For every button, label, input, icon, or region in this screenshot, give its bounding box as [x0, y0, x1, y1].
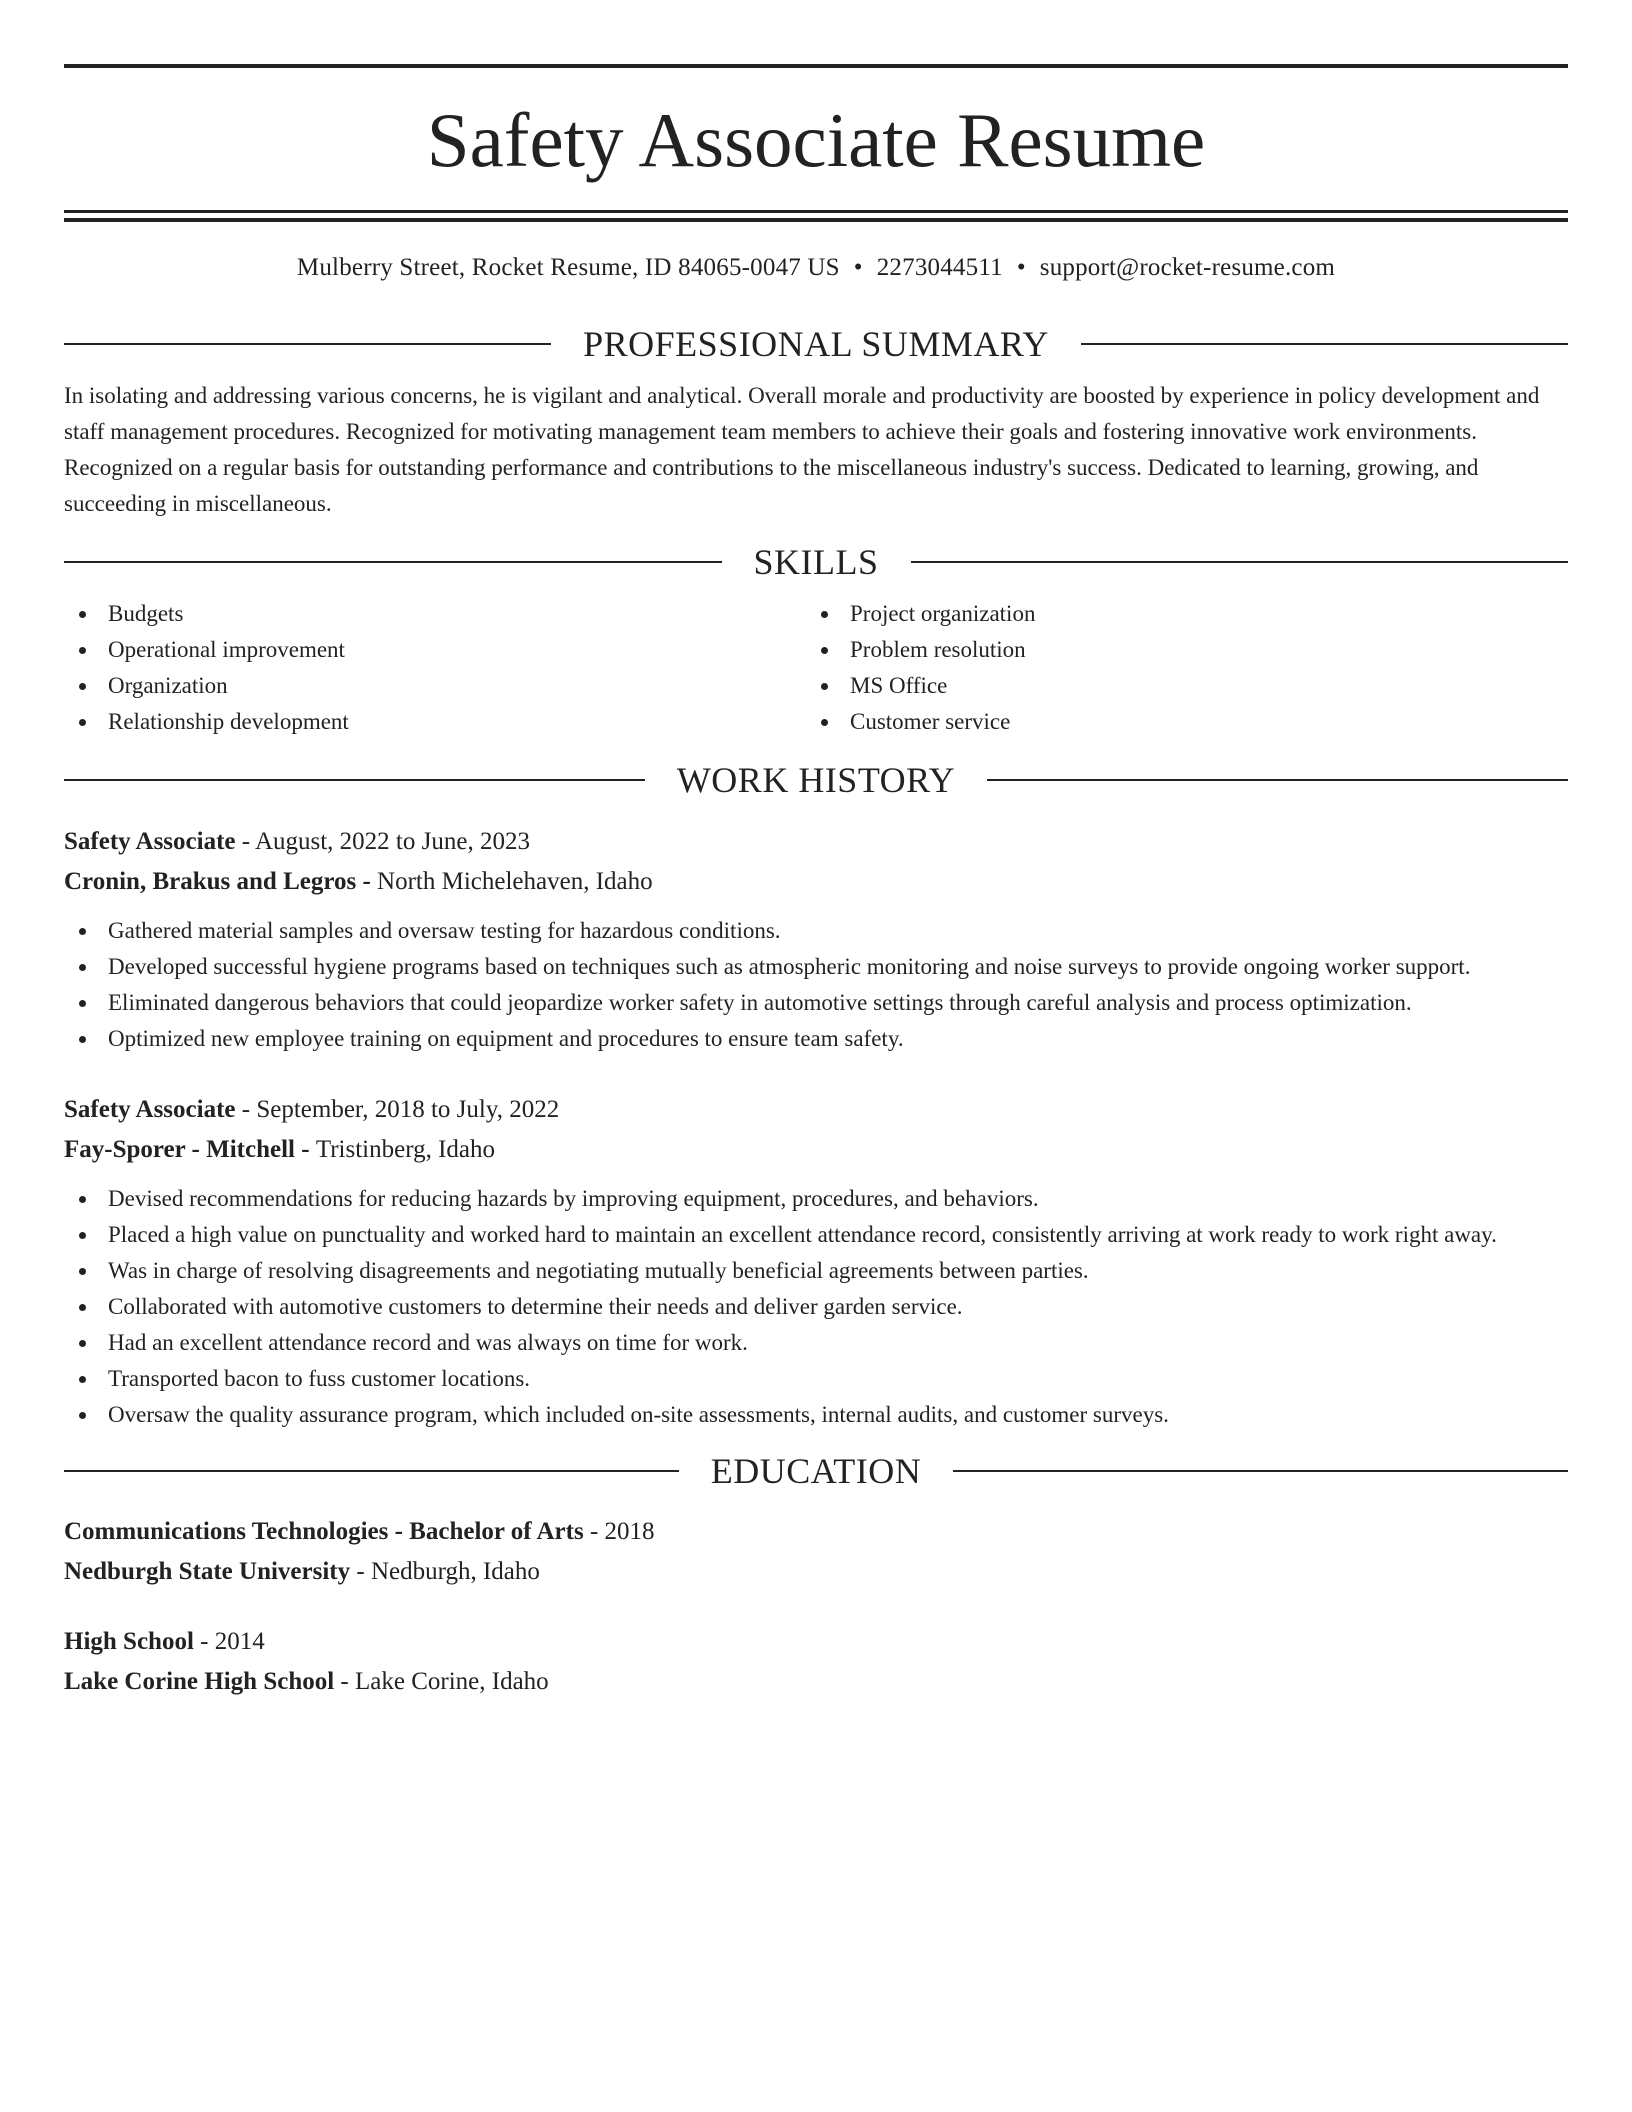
- dash: -: [235, 1096, 257, 1123]
- dash: -: [334, 1668, 355, 1695]
- job-dates: September, 2018 to July, 2022: [256, 1096, 560, 1123]
- job-title: Safety Associate: [64, 828, 236, 855]
- education-degree: High School: [64, 1628, 194, 1655]
- job-location: North Michelehaven, Idaho: [377, 868, 653, 895]
- heading-rule-left: [64, 779, 645, 781]
- skill-item: MS Office: [806, 668, 1548, 704]
- dash: -: [583, 1518, 605, 1545]
- contact-address: Mulberry Street, Rocket Resume, ID 84065-0047 US: [296, 254, 840, 281]
- education-year: 2014: [214, 1628, 265, 1655]
- job-company: Fay-Sporer - Mitchell: [64, 1136, 295, 1163]
- education-year: 2018: [604, 1518, 655, 1545]
- summary-text: In isolating and addressing various concerns, he is vigilant and analytical. Overall morale and productivity are boosted by experience in policy development and staff management procedures. Recognized for motivating management team members to achieve their goals and fostering innovative work environments. Recognized on a regular basis for outstanding performance and contributions to the miscellaneous industry's success. Dedicated to learning, growing, and succeeding in miscellaneous.: [64, 383, 1540, 516]
- education-degree: Communications Technologies - Bachelor of Arts: [64, 1518, 584, 1545]
- heading-rule-right: [987, 779, 1568, 781]
- education-degree-line: [64, 1512, 1568, 1552]
- heading-rule-right: [1081, 343, 1568, 345]
- title-double-rule: [64, 210, 1568, 222]
- education-entry: [64, 1512, 1568, 1592]
- job-bullet: Developed successful hygiene programs based on techniques such as atmospheric monitoring and noise surveys to provide ongoing worker support.: [64, 949, 1568, 985]
- job-bullet: Eliminated dangerous behaviors that could jeopardize worker safety in automotive settings through careful analysis and process optimization.: [64, 985, 1568, 1021]
- dash: -: [350, 1558, 371, 1585]
- contact-phone: 2273044511: [876, 254, 1003, 281]
- job-bullet: Was in charge of resolving disagreements and negotiating mutually beneficial agreements between parties.: [64, 1253, 1568, 1289]
- contact-separator: •: [853, 254, 863, 281]
- education-heading-label: EDUCATION: [710, 1451, 922, 1491]
- dash: -: [235, 828, 255, 855]
- job-bullets: [64, 913, 1568, 1057]
- education-location: Lake Corine, Idaho: [355, 1668, 549, 1695]
- education-school-line: [64, 1552, 1568, 1592]
- education-school: Lake Corine High School: [64, 1668, 335, 1695]
- job-bullet: Gathered material samples and oversaw testing for hazardous conditions.: [64, 913, 1568, 949]
- education-school: Nedburgh State University: [64, 1558, 351, 1585]
- skills-list-right: [806, 596, 1548, 740]
- job-bullet: Collaborated with automotive customers to determine their needs and deliver garden service.: [64, 1289, 1568, 1325]
- skill-item: Project organization: [806, 596, 1548, 632]
- dash: -: [356, 868, 378, 895]
- job-bullet: Devised recommendations for reducing hazards by improving equipment, procedures, and behaviors.: [64, 1181, 1568, 1217]
- job-company: Cronin, Brakus and Legros: [64, 868, 357, 895]
- skill-item: Operational improvement: [64, 632, 806, 668]
- skill-item: Budgets: [64, 596, 806, 632]
- job-location: Tristinberg, Idaho: [315, 1136, 495, 1163]
- skill-item: Problem resolution: [806, 632, 1548, 668]
- job-title: Safety Associate: [64, 1096, 236, 1123]
- job-bullets: [64, 1181, 1568, 1433]
- heading-rule-left: [64, 1470, 679, 1472]
- job-company-line: [64, 862, 1568, 902]
- education-entry: [64, 1622, 1568, 1702]
- education-degree-line: [64, 1622, 1568, 1662]
- job-bullet: Placed a high value on punctuality and worked hard to maintain an excellent attendance record, consistently arriving at work ready to work right away.: [64, 1217, 1568, 1253]
- contact-line: [64, 250, 1568, 286]
- summary-heading: [64, 322, 1568, 366]
- skill-item: Relationship development: [64, 704, 806, 740]
- job-title-line: [64, 1090, 1568, 1130]
- work-heading-label: WORK HISTORY: [676, 760, 956, 800]
- summary-heading-label: PROFESSIONAL SUMMARY: [583, 324, 1049, 364]
- contact-separator: •: [1016, 254, 1026, 281]
- job-bullet: Oversaw the quality assurance program, which included on-site assessments, internal audits, and customer surveys.: [64, 1397, 1568, 1433]
- dash: -: [193, 1628, 215, 1655]
- resume-title: Safety Associate Resume: [426, 97, 1206, 183]
- skill-item: Organization: [64, 668, 806, 704]
- job-dates: August, 2022 to June, 2023: [254, 828, 530, 855]
- job-bullet: Had an excellent attendance record and was always on time for work.: [64, 1325, 1568, 1361]
- top-rule: [64, 64, 1568, 68]
- heading-rule-right: [953, 1470, 1568, 1472]
- heading-rule-left: [64, 343, 551, 345]
- job-entry: [64, 822, 1568, 1057]
- education-location: Nedburgh, Idaho: [370, 1558, 540, 1585]
- education-heading: [64, 1449, 1568, 1493]
- job-bullet: Transported bacon to fuss customer locations.: [64, 1361, 1568, 1397]
- skills-columns: [64, 596, 1568, 740]
- job-title-line: [64, 822, 1568, 862]
- job-company-line: [64, 1130, 1568, 1170]
- job-bullet: Optimized new employee training on equipment and procedures to ensure team safety.: [64, 1021, 1568, 1057]
- resume-page: [64, 64, 1568, 1702]
- job-entry: [64, 1090, 1568, 1433]
- skills-heading-label: SKILLS: [753, 542, 879, 582]
- skill-item: Customer service: [806, 704, 1548, 740]
- education-school-line: [64, 1662, 1568, 1702]
- work-heading: [64, 758, 1568, 802]
- dash: -: [294, 1136, 316, 1163]
- skills-heading: [64, 540, 1568, 584]
- contact-email: support@rocket-resume.com: [1039, 254, 1336, 281]
- heading-rule-right: [911, 561, 1569, 563]
- heading-rule-left: [64, 561, 722, 563]
- skills-list-left: [64, 596, 806, 740]
